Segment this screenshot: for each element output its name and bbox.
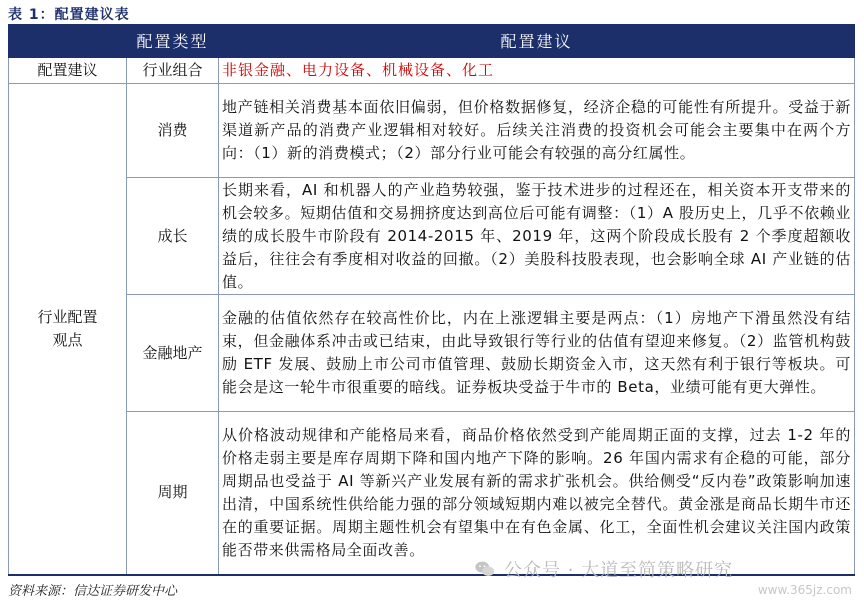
summary-type: 行业组合 [127,58,219,84]
summary-label: 配置建议 [9,58,127,84]
advice-cell: 长期来看，AI 和机器人的产业趋势较强，鉴于技术进步的过程还在，相关资本开支带来的机会较多。短期估值和交易拥挤度达到高位后可能有调整：（1）A 股历史上，几乎不依赖业绩的成长股牛市阶段有 2014-2015 年、2019 年，这两个阶段成长股有 2 个季度超额收益后，往往会有季度相对收益的回撤。（2）美股科技股表现，也会影响全球 AI 产业链的估值。 [219,178,855,295]
type-cell: 消费 [127,84,219,178]
group-label-line1: 行业配置 [37,307,98,326]
recommendation-table [8,24,855,576]
advice-cell: 金融的估值依然存在较高性价比，内在上涨逻辑主要是两点：（1）房地产下滑虽然没有结束，但金融体系冲击或已结束，由此导致银行等行业的估值有望迎来修复。（2）监管机构鼓励 ETF 发展、鼓励上市公司市值管理、鼓励长期资金入市，这天然有利于银行等板块。可能会是这一轮牛市很重要的暗线。证券板块受益于牛市的 Beta，业绩可能有更大弹性。 [219,295,855,412]
advice-cell: 地产链相关消费基本面依旧偏弱，但价格数据修复，经济企稳的可能性有所提升。受益于新渠道新产品的消费产业逻辑相对较好。后续关注消费的投资机会可能会主要集中在两个方向：（1）新的消费模式；（2）部分行业可能会有较强的高分红属性。 [219,84,855,178]
industry-combo: 非银金融、电力设备、机械设备、化工 [219,58,855,84]
group-label-line2: 观点 [52,330,83,349]
header-advice: 配置建议 [219,25,855,58]
header-blank-cell [9,25,127,58]
summary-row [9,58,855,84]
source-note: 资料来源：信达证券研发中心 [8,584,178,599]
type-cell: 周期 [127,412,219,575]
table-row-cyclical [9,412,855,575]
table-row-growth [9,178,855,295]
table-header-row [9,25,855,58]
watermark [474,556,733,582]
table-row-finance [9,295,855,412]
watermark-text: 公众号 · 大道至简策略研究 [504,560,734,581]
wechat-icon [474,558,496,580]
advice-cell: 从价格波动规律和产能格局来看，商品价格依然受到产能周期正面的支撑，过去 1-2 年的价格走弱主要是库存周期下降和国内地产下降的影响。26 年国内需求有企稳的可能，部分周期品也受益于 AI 等新兴产业发展有新的需求扩张机会。供给侧受“反内卷”政策影响加速出清，中国系统性供给能力强的部分领域短期内难以被完全替代。黄金涨是商品长期牛市还在的重要证据。周期主题性机会有望集中在有色金属、化工，全面性机会建议关注国内政策能否带来供需格局全面改善。 [219,412,855,575]
type-cell: 成长 [127,178,219,295]
site-url: www.365jz.com [757,583,852,597]
group-label-cell [9,84,127,575]
table-row-consumer [9,84,855,178]
table-title: 表 1：配置建议表 [8,7,130,23]
header-type: 配置类型 [127,25,219,58]
type-cell: 金融地产 [127,295,219,412]
